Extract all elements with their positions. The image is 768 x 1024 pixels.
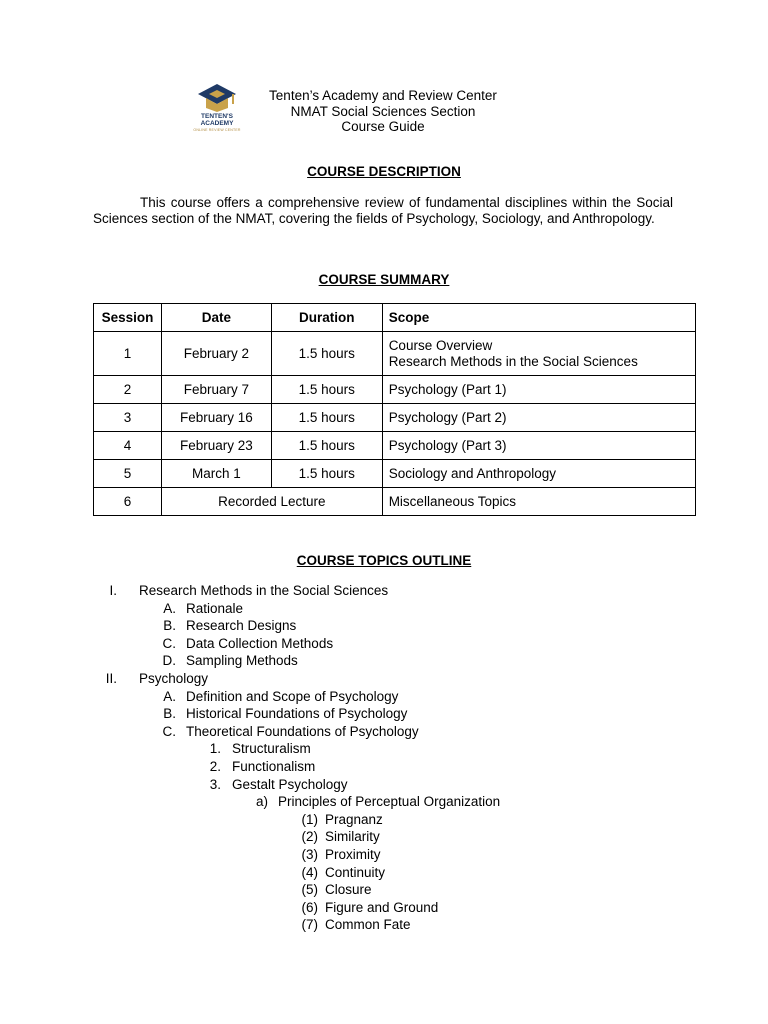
list-item-text: Historical Foundations of Psychology: [186, 706, 408, 722]
list-marker: I.: [109, 583, 117, 598]
course-outline-title: COURSE TOPICS OUTLINE: [296, 553, 472, 568]
list-item: [0, 705, 768, 723]
list-item-text: Common Fate: [325, 917, 411, 933]
list-item: [0, 723, 768, 741]
header-date: Date: [161, 304, 271, 332]
header-line-3: Course Guide: [341, 119, 425, 134]
list-item: [0, 617, 768, 635]
list-item-text: Rationale: [186, 600, 244, 616]
list-item: [0, 793, 768, 811]
list-marker: 3.: [209, 776, 221, 792]
list-marker: B.: [163, 618, 176, 634]
logo-text-line3: ONLINE REVIEW CENTER: [193, 128, 241, 132]
list-item: [0, 828, 768, 846]
table-row: [94, 376, 696, 404]
header-line-2: NMAT Social Sciences Section: [290, 103, 476, 119]
table-row: [94, 432, 696, 460]
list-marker: 2.: [209, 758, 221, 774]
table-row: [94, 460, 696, 488]
scope-line-1: Course Overview: [388, 338, 493, 353]
academy-logo: [194, 80, 240, 136]
list-marker: 1.: [209, 741, 221, 757]
course-description-body: This course offers a comprehensive review of fundamental disciplines within the Social Sciences section of the NMAT, covering the fields of Psychology, Sociology, and Anthropology.: [93, 195, 673, 226]
list-marker: (1): [301, 811, 318, 827]
list-item-text: Structuralism: [232, 741, 311, 757]
list-item: [0, 916, 768, 934]
list-item: [0, 864, 768, 882]
document-header: [248, 88, 518, 135]
list-item: [0, 600, 768, 618]
list-item-text: Psychology: [139, 670, 209, 686]
list-item-text: Gestalt Psychology: [232, 776, 348, 792]
list-item: [0, 776, 768, 794]
cell-session: 1: [94, 332, 162, 376]
list-item-text: Theoretical Foundations of Psychology: [186, 723, 419, 739]
list-marker: (3): [301, 846, 318, 862]
logo-text-line1: TENTEN'S: [201, 113, 233, 120]
cell-date: February 16: [161, 404, 271, 432]
header-scope: Scope: [382, 304, 695, 332]
list-item-text: Data Collection Methods: [186, 635, 334, 651]
list-item: [0, 899, 768, 917]
list-item: [0, 688, 768, 706]
list-marker: A.: [163, 688, 176, 704]
list-item-text: Pragnanz: [325, 811, 383, 827]
cell-date: February 2: [161, 332, 271, 376]
list-marker: (4): [301, 864, 318, 880]
list-item-text: Research Designs: [186, 618, 297, 634]
list-item-text: Figure and Ground: [325, 899, 439, 915]
cell-date-merged: Recorded Lecture: [161, 488, 382, 516]
table-header-row: [94, 304, 696, 332]
list-item-text: Closure: [325, 882, 372, 898]
cell-session: 5: [94, 460, 162, 488]
table-row: [94, 488, 696, 516]
list-item-text: Sampling Methods: [186, 653, 298, 669]
logo-text-line2: ACADEMY: [200, 120, 234, 127]
list-item-text: Definition and Scope of Psychology: [186, 688, 399, 704]
list-item: [0, 758, 768, 776]
list-marker: (7): [301, 917, 318, 933]
header-duration: Duration: [271, 304, 382, 332]
list-item: [0, 811, 768, 829]
course-summary-table: [93, 303, 696, 516]
header-session: Session: [94, 304, 162, 332]
list-marker: A.: [163, 600, 176, 616]
cell-scope: Sociology and Anthropology: [382, 460, 695, 488]
list-item-text: Continuity: [325, 864, 386, 880]
cell-scope: Psychology (Part 1): [382, 376, 695, 404]
table-row: [94, 332, 696, 376]
cell-scope: Miscellaneous Topics: [382, 488, 695, 516]
cell-duration: 1.5 hours: [271, 404, 382, 432]
cell-scope: Psychology (Part 2): [382, 404, 695, 432]
list-item: [0, 582, 768, 600]
list-item: [0, 635, 768, 653]
list-item: [0, 652, 768, 670]
list-marker: a): [255, 794, 268, 810]
list-item-text: Principles of Perceptual Organization: [278, 794, 501, 810]
list-item-text: Proximity: [325, 846, 381, 862]
cell-session: 2: [94, 376, 162, 404]
cell-session: 4: [94, 432, 162, 460]
list-marker: (2): [301, 829, 318, 845]
cell-duration: 1.5 hours: [271, 332, 382, 376]
list-marker: C.: [162, 635, 176, 651]
cell-scope: [382, 332, 695, 376]
list-item: [0, 881, 768, 899]
scope-line-2: Research Methods in the Social Sciences: [388, 353, 638, 369]
cell-date: March 1: [161, 460, 271, 488]
list-marker: C.: [162, 723, 176, 739]
course-description-title: COURSE DESCRIPTION: [307, 164, 461, 179]
table-row: [94, 404, 696, 432]
graduation-cap-icon: [194, 80, 240, 114]
list-marker: D.: [162, 653, 176, 669]
list-marker: (5): [301, 882, 318, 898]
cell-duration: 1.5 hours: [271, 376, 382, 404]
list-marker: (6): [301, 899, 318, 915]
cell-duration: 1.5 hours: [271, 460, 382, 488]
list-item-text: Functionalism: [232, 758, 316, 774]
list-marker: II.: [105, 670, 117, 686]
list-item-text: Similarity: [325, 829, 380, 845]
cell-date: February 7: [161, 376, 271, 404]
cell-session: 3: [94, 404, 162, 432]
course-summary-title: COURSE SUMMARY: [318, 272, 450, 287]
cell-date: February 23: [161, 432, 271, 460]
list-item: [0, 740, 768, 758]
list-item: [0, 846, 768, 864]
list-marker: B.: [163, 706, 176, 722]
list-item-text: Research Methods in the Social Sciences: [139, 583, 389, 598]
cell-session: 6: [94, 488, 162, 516]
cell-scope: Psychology (Part 3): [382, 432, 695, 460]
cell-duration: 1.5 hours: [271, 432, 382, 460]
course-topics-outline: [0, 582, 768, 934]
course-description-text: [93, 195, 673, 226]
list-item: [0, 670, 768, 688]
header-line-1: Tenten’s Academy and Review Center: [269, 88, 497, 103]
